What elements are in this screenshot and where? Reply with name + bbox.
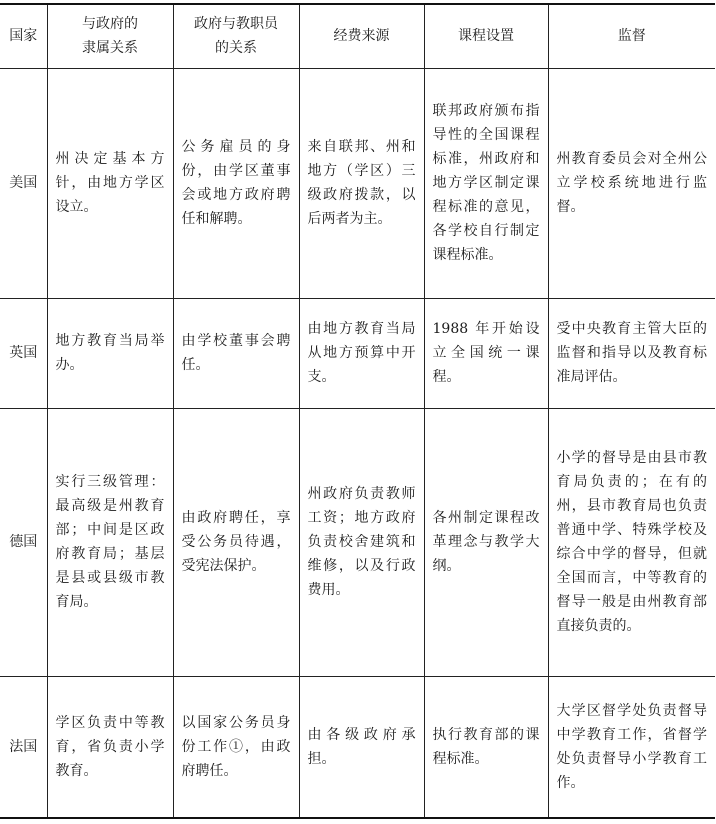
affiliation-cell: 州决定基本方针，由地方学区设立。 — [47, 68, 173, 298]
staff-cell: 由政府聘任，享受公务员待遇，受宪法保护。 — [173, 408, 299, 676]
staff-cell: 以国家公务员身份工作①，由政府聘任。 — [173, 676, 299, 818]
header-curriculum: 课程设置 — [424, 4, 548, 68]
staff-cell: 由学校董事会聘任。 — [173, 298, 299, 408]
supervision-cell: 州教育委员会对全州公立学校系统地进行监督。 — [548, 68, 715, 298]
table-row — [0, 298, 715, 408]
country-cell: 美国 — [0, 68, 47, 298]
curriculum-cell: 1988 年开始设立全国统一课程。 — [424, 298, 548, 408]
affiliation-cell: 学区负责中等教育，省负责小学教育。 — [47, 676, 173, 818]
supervision-cell: 受中央教育主管大臣的监督和指导以及教育标准局评估。 — [548, 298, 715, 408]
funding-cell: 由各级政府承担。 — [299, 676, 424, 818]
funding-cell: 来自联邦、州和地方（学区）三级政府拨款，以后两者为主。 — [299, 68, 424, 298]
country-cell: 法国 — [0, 676, 47, 818]
education-comparison-table — [0, 3, 715, 819]
table-row — [0, 408, 715, 676]
affiliation-cell: 实行三级管理：最高级是州教育部；中间是区政府教育局；基层是县或县级市教育局。 — [47, 408, 173, 676]
country-cell: 德国 — [0, 408, 47, 676]
staff-cell: 公务雇员的身份，由学区董事会或地方政府聘任和解聘。 — [173, 68, 299, 298]
header-row — [0, 4, 715, 68]
curriculum-cell: 联邦政府颁布指导性的全国课程标准，州政府和地方学区制定课程标准的意见，各学校自行制定课程标准。 — [424, 68, 548, 298]
funding-cell: 州政府负责教师工资；地方政府负责校舍建筑和维修，以及行政费用。 — [299, 408, 424, 676]
affiliation-cell: 地方教育当局举办。 — [47, 298, 173, 408]
header-staff-relation-text: 政府与教职员 的关系 — [194, 16, 278, 57]
header-affiliation — [47, 4, 173, 68]
header-supervision: 监督 — [548, 4, 715, 68]
header-funding: 经费来源 — [299, 4, 424, 68]
curriculum-cell: 执行教育部的课程标准。 — [424, 676, 548, 818]
curriculum-cell: 各州制定课程改革理念与教学大纲。 — [424, 408, 548, 676]
supervision-cell: 小学的督导是由县市教育局负责的；在有的州，县市教育局也负责普通中学、特殊学校及综合中学的督导，但就全国而言，中等教育的督导一般是由州教育部直接负责的。 — [548, 408, 715, 676]
table-row — [0, 68, 715, 298]
funding-cell: 由地方教育当局从地方预算中开支。 — [299, 298, 424, 408]
supervision-cell: 大学区督学处负责督导中学教育工作，省督学处负责督导小学教育工作。 — [548, 676, 715, 818]
header-country: 国家 — [0, 4, 47, 68]
table-row — [0, 676, 715, 818]
country-cell: 英国 — [0, 298, 47, 408]
header-staff-relation — [173, 4, 299, 68]
header-affiliation-text: 与政府的 隶属关系 — [82, 16, 138, 57]
